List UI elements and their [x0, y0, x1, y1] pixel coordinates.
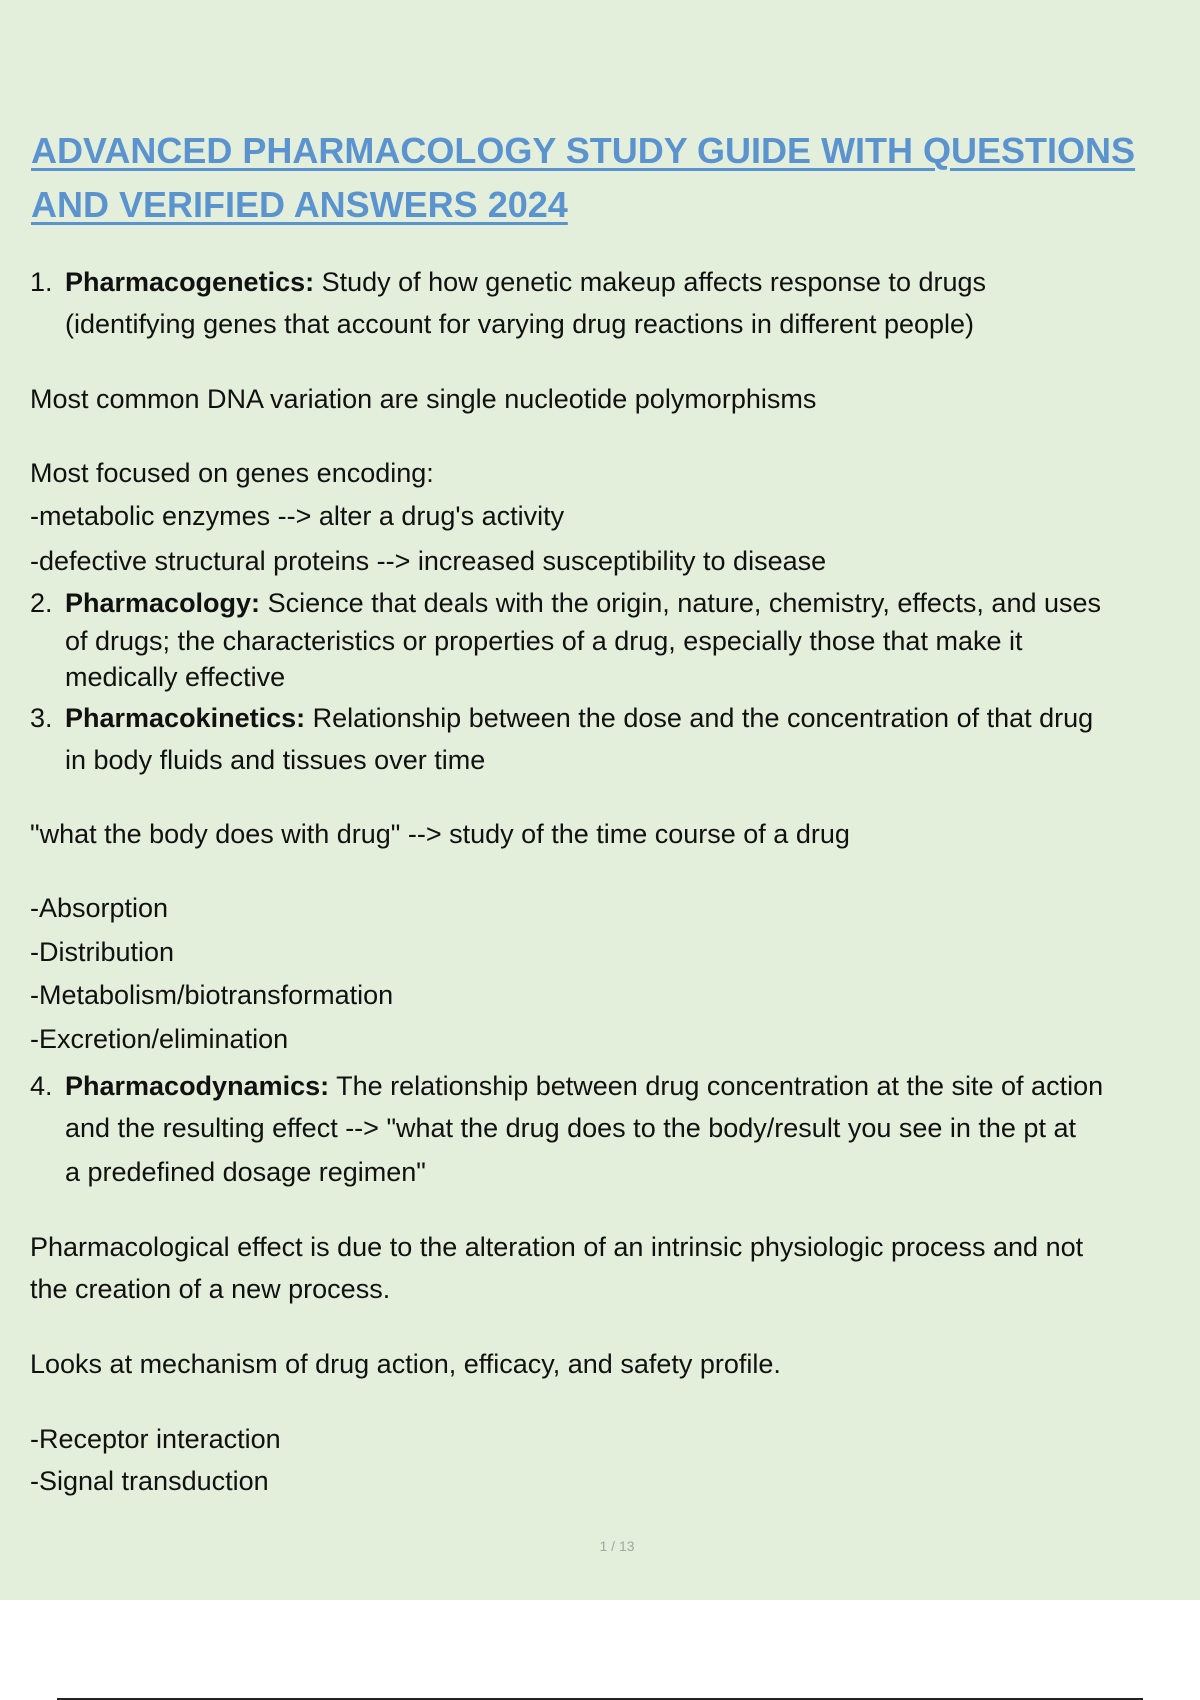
- item-number: 1.: [30, 267, 53, 297]
- item-definition-line: (identifying genes that account for varying drug reactions in different people): [65, 309, 975, 339]
- item-definition-line: in body fluids and tissues over time: [65, 745, 486, 775]
- item-definition-line: of drugs; the characteristics or properties of a drug, especially those that make it: [65, 626, 1023, 656]
- list-line: -metabolic enzymes --> alter a drug's activity: [30, 501, 565, 531]
- item-definition-line: [65, 588, 1101, 619]
- paragraph: Most focused on genes encoding:: [30, 458, 434, 488]
- list-line: -defective structural proteins --> increased susceptibility to disease: [30, 546, 827, 576]
- document-title: [31, 124, 1181, 232]
- item-definition-line: a predefined dosage regimen": [65, 1157, 426, 1187]
- paragraph: the creation of a new process.: [30, 1274, 391, 1304]
- list-line: -Excretion/elimination: [30, 1024, 289, 1054]
- paragraph: Looks at mechanism of drug action, efficacy, and safety profile.: [30, 1349, 781, 1379]
- item-number: 4.: [30, 1071, 53, 1101]
- item-term: Pharmacogenetics:: [65, 267, 315, 297]
- item-definition-line: medically effective: [65, 662, 286, 692]
- paragraph: Most common DNA variation are single nucleotide polymorphisms: [30, 384, 817, 414]
- paragraph: "what the body does with drug" --> study of the time course of a drug: [30, 819, 850, 849]
- page-indicator: 1 / 13: [599, 1538, 635, 1554]
- item-term: Pharmacology:: [65, 588, 261, 618]
- title-line-2: AND VERIFIED ANSWERS 2024: [31, 184, 568, 225]
- list-line: -Distribution: [30, 937, 175, 967]
- item-definition-line: [65, 1071, 1103, 1102]
- item-definition: Study of how genetic makeup affects response to drugs: [314, 267, 986, 297]
- list-line: -Absorption: [30, 893, 169, 923]
- item-definition-line: [65, 267, 986, 298]
- item-definition-line: and the resulting effect --> "what the drug does to the body/result you see in the pt at: [65, 1113, 1076, 1143]
- title-line-1: ADVANCED PHARMACOLOGY STUDY GUIDE WITH QUESTIONS: [31, 130, 1136, 171]
- item-term: Pharmacokinetics:: [65, 703, 306, 733]
- paragraph: Pharmacological effect is due to the alteration of an intrinsic physiologic process and not: [30, 1232, 1084, 1262]
- item-definition-line: [65, 703, 1093, 734]
- item-number: 2.: [30, 588, 53, 618]
- list-line: -Metabolism/biotransformation: [30, 980, 394, 1010]
- item-definition: Relationship between the dose and the concentration of that drug: [305, 703, 1094, 733]
- item-term: Pharmacodynamics:: [65, 1071, 330, 1101]
- list-line: -Signal transduction: [30, 1466, 269, 1496]
- item-number: 3.: [30, 703, 53, 733]
- list-line: -Receptor interaction: [30, 1424, 281, 1454]
- item-definition: The relationship between drug concentration at the site of action: [329, 1071, 1104, 1101]
- item-definition: Science that deals with the origin, nature, chemistry, effects, and uses: [260, 588, 1102, 618]
